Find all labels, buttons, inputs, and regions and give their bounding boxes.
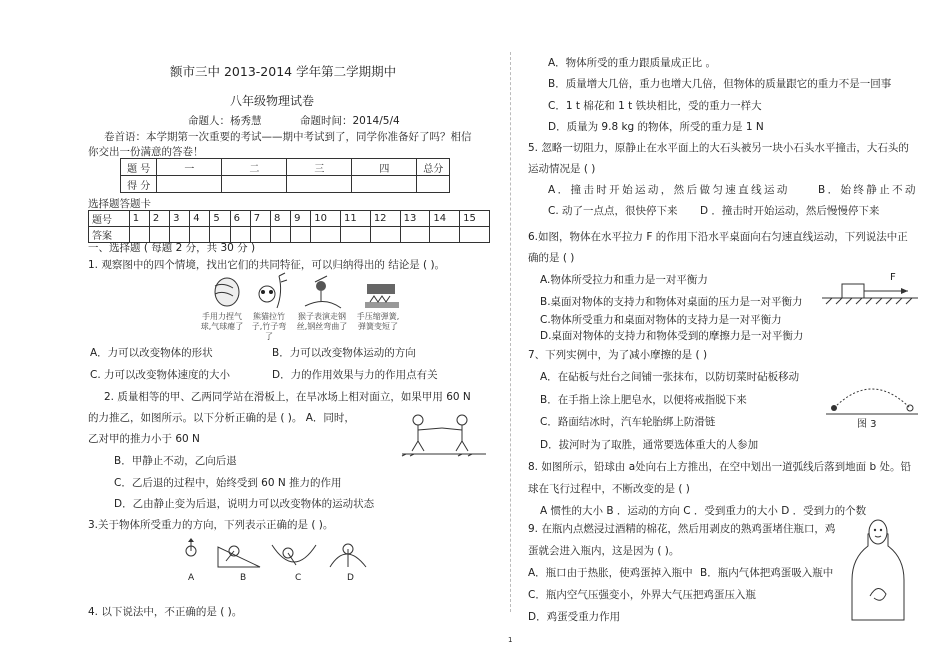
- q9-option-c[interactable]: C．瓶内空气压强变小，外界大气压把鸡蛋压入瓶: [528, 589, 756, 601]
- answer-card-number: 10: [311, 211, 341, 227]
- exam-author: 命题人：杨秀慧: [188, 115, 262, 127]
- flame-icon: [870, 588, 886, 600]
- answer-card-table: [88, 210, 490, 243]
- figure-3-label: 图 3: [857, 419, 877, 430]
- answer-card-number: 5: [210, 211, 230, 227]
- q7-option-a[interactable]: A．在砧板与灶台之间铺一张抹布，以防切菜时砧板移动: [540, 371, 800, 383]
- force-label: F: [890, 272, 896, 283]
- exam-subtitle: 八年级物理试卷: [230, 94, 315, 108]
- q1-option-b[interactable]: B．力可以改变物体运动的方向: [272, 347, 416, 359]
- answer-card-row-label: 答案: [89, 227, 130, 243]
- q1-figure-set: [205, 272, 405, 312]
- score-header: 四: [352, 159, 417, 176]
- gravity-figure-a: [186, 538, 196, 556]
- exam-date: 命题时间：2014/5/4: [300, 115, 400, 127]
- answer-card-cell[interactable]: [291, 227, 311, 243]
- hand-squeeze-balloon-figure: [215, 278, 239, 306]
- q9-stem-line-2: 蛋就会进入瓶内，这是因为 ( )。: [528, 545, 680, 557]
- spring-compress-figure: [365, 284, 399, 308]
- q2-option-a-cont[interactable]: 乙对甲的推力小于 60 N: [88, 433, 200, 445]
- q1-caption-b: 熊猫拉竹子,竹子弯了: [251, 312, 287, 341]
- q4-option-c[interactable]: C．1 t 棉花和 1 t 铁块相比，受的重力一样大: [548, 100, 762, 112]
- gravity-direction-figures: [176, 537, 376, 575]
- score-row-label: 得 分: [121, 176, 157, 193]
- q3-label-b: B: [240, 573, 247, 583]
- score-cell[interactable]: [222, 176, 287, 193]
- section-1-heading: 一、选择题 ( 每题 2 分，共 30 分 ): [88, 242, 256, 254]
- answer-card-number: 15: [460, 211, 490, 227]
- score-cell[interactable]: [417, 176, 450, 193]
- answer-card-row-label: 题号: [89, 211, 130, 227]
- q3-label-c: C: [295, 573, 302, 583]
- q9-option-a[interactable]: A．瓶口由于热胀，使鸡蛋掉入瓶中: [528, 567, 693, 579]
- q6-option-b[interactable]: B.桌面对物体的支持力和物体对桌面的压力是一对平衡力: [540, 296, 803, 308]
- q5-option-b[interactable]: B．始终静止不动: [818, 184, 918, 196]
- answer-card-cell[interactable]: [341, 227, 371, 243]
- q1-caption-a: 手用力捏气球,气球瘪了: [200, 312, 244, 331]
- score-cell[interactable]: [287, 176, 352, 193]
- q3-label-a: A: [188, 573, 195, 583]
- q5-option-d[interactable]: D ．撞击时开始运动，然后慢慢停下来: [700, 205, 880, 217]
- answer-card-number: 4: [190, 211, 210, 227]
- answer-card-number: 2: [149, 211, 169, 227]
- q1-caption-d: 手压缩弹簧,弹簧变短了: [356, 312, 400, 331]
- answer-card-cell[interactable]: [430, 227, 460, 243]
- q2-option-c[interactable]: C．乙后退的过程中，始终受到 60 N 推力的作用: [114, 477, 342, 489]
- q8-options[interactable]: A 惯性的大小 B ．运动的方向 C ．受到重力的大小 D ．受到力的个数: [540, 505, 867, 517]
- q6-option-a[interactable]: A.物体所受拉力和重力是一对平衡力: [540, 274, 708, 286]
- q7-stem: 7、下列实例中，为了减小摩擦的是 ( ): [528, 349, 708, 361]
- q6-stem-line-1: 6.如图，物体在水平拉力 F 的作用下沿水平桌面向右匀速直线运动，下列说法中正: [528, 231, 908, 243]
- score-header: 三: [287, 159, 352, 176]
- score-header: 题 号: [121, 159, 157, 176]
- q2-option-b[interactable]: B．甲静止不动，乙向后退: [114, 455, 237, 467]
- answer-card-number: 8: [270, 211, 290, 227]
- q5-stem-line-1: 5. 忽略一切阻力，原静止在水平面上的大石头被另一块小石头水平撞击，大石头的: [528, 142, 909, 154]
- answer-card-cell[interactable]: [460, 227, 490, 243]
- q2-stem-line-2: 的力推乙，如图所示。以下分析正确的是 ( )。 A．同时，: [88, 412, 355, 424]
- score-header: 一: [157, 159, 222, 176]
- answer-card-cell[interactable]: [400, 227, 430, 243]
- gravity-figure-c: [272, 545, 316, 565]
- q1-option-c[interactable]: C. 力可以改变物体速度的大小: [90, 369, 231, 381]
- q4-stem: 4. 以下说法中，不正确的是 ( )。: [88, 606, 243, 618]
- bottle-egg-figure: [848, 516, 908, 626]
- q9-option-b[interactable]: B．瓶内气体把鸡蛋吸入瓶中: [700, 567, 834, 579]
- block-pull-figure: [822, 270, 922, 310]
- score-header: 总分: [417, 159, 450, 176]
- exam-title: 额市三中 2013-2014 学年第二学期期中: [170, 64, 397, 79]
- q4-option-a[interactable]: A．物体所受的重力跟质量成正比 。: [548, 57, 717, 69]
- q8-stem-line-1: 8. 如图所示，铅球由 a处向右上方推出，在空中划出一道弧线后落到地面 b 处。铅: [528, 461, 911, 473]
- q8-stem-line-2: 球在飞行过程中，不断改变的是 ( ): [528, 483, 690, 495]
- q7-option-d[interactable]: D．拔河时为了取胜，通常要选体重大的人参加: [540, 439, 759, 451]
- preface-line-1: 卷首语：本学期第一次重要的考试——期中考试到了，同学你准备好了吗？相信: [104, 131, 472, 143]
- monkey-wire-figure: [305, 276, 341, 308]
- bottle-icon: [852, 532, 904, 620]
- q1-caption-c: 猴子表演走钢丝,钢丝弯曲了: [296, 312, 348, 331]
- score-cell[interactable]: [157, 176, 222, 193]
- answer-card-cell[interactable]: [311, 227, 341, 243]
- q2-option-d[interactable]: D．乙由静止变为后退，说明力可以改变物体的运动状态: [114, 498, 375, 510]
- q1-option-d[interactable]: D．力的作用效果与力的作用点有关: [272, 369, 438, 381]
- egg-icon: [869, 520, 887, 544]
- q9-stem-line-1: 9. 在瓶内点燃浸过酒精的棉花，然后用剥皮的熟鸡蛋堵住瓶口，鸡: [528, 523, 836, 535]
- q3-stem: 3.关于物体所受重力的方向，下列表示正确的是 ( )。: [88, 519, 334, 531]
- score-cell[interactable]: [352, 176, 417, 193]
- answer-card-cell[interactable]: [270, 227, 290, 243]
- q7-option-b[interactable]: B．在手指上涂上肥皂水，以便将戒指脱下来: [540, 394, 747, 406]
- score-header: 二: [222, 159, 287, 176]
- page-number: 1: [508, 636, 513, 644]
- q4-option-d[interactable]: D．质量为 9.8 kg 的物体，所受的重力是 1 N: [548, 121, 764, 133]
- answer-card-number: 13: [400, 211, 430, 227]
- q6-option-d[interactable]: D.桌面对物体的支持力和物体受到的摩擦力是一对平衡力: [540, 330, 804, 342]
- answer-card-cell[interactable]: [370, 227, 400, 243]
- q6-stem-line-2: 确的是 ( ): [528, 252, 575, 264]
- preface-line-2: 你交出一份满意的答卷！: [88, 146, 204, 158]
- q3-label-d: D: [347, 573, 354, 583]
- skaters-figure: [398, 410, 490, 458]
- q9-option-d[interactable]: D．鸡蛋受重力作用: [528, 611, 621, 623]
- answer-card-number: 7: [250, 211, 270, 227]
- answer-card-number: 1: [129, 211, 149, 227]
- q4-option-b[interactable]: B．质量增大几倍，重力也增大几倍，但物体的质量跟它的重力不是一回事: [548, 78, 892, 90]
- gravity-figure-b: [218, 546, 260, 567]
- q5-stem-line-2: 运动情况是 ( ): [528, 163, 596, 175]
- answer-card-number: 9: [291, 211, 311, 227]
- block-icon: [842, 284, 864, 298]
- gravity-figure-d: [330, 544, 366, 567]
- answer-card-number: 11: [341, 211, 371, 227]
- answer-card-number: 12: [370, 211, 400, 227]
- q5-option-a[interactable]: A．撞击时开始运动，然后做匀速直线运动: [548, 184, 790, 196]
- panda-bamboo-figure: [259, 273, 287, 308]
- answer-card-number: 6: [230, 211, 250, 227]
- answer-card-number: 3: [170, 211, 190, 227]
- q1-stem: 1. 观察图中的四个情境，找出它们的共同特征，可以归纳得出的 结论是 ( )。: [88, 259, 446, 271]
- q5-option-c[interactable]: C. 动了一点点，很快停下来: [548, 205, 678, 217]
- q6-option-c[interactable]: C.物体所受重力和桌面对物体的支持力是一对平衡力: [540, 314, 782, 326]
- score-table: [120, 158, 450, 193]
- answer-card-title: 选择题答题卡: [88, 198, 151, 210]
- column-divider: [510, 52, 511, 612]
- q1-option-a[interactable]: A．力可以改变物体的形状: [90, 347, 213, 359]
- q7-option-c[interactable]: C．路面结冰时，汽车轮胎绑上防滑链: [540, 416, 716, 428]
- q2-stem-line-1: 2. 质量相等的甲、乙两同学站在滑板上，在旱冰场上相对面立，如果甲用 60 N: [104, 391, 471, 403]
- answer-card-number: 14: [430, 211, 460, 227]
